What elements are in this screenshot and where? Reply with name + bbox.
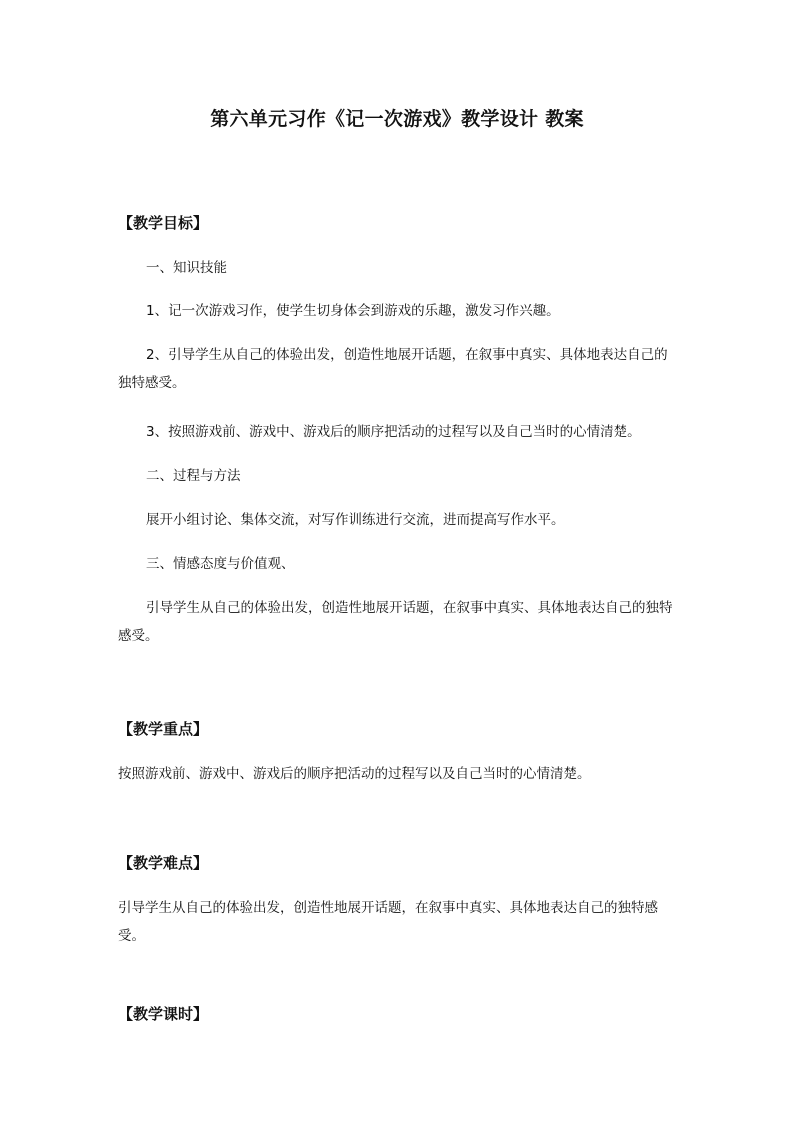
objective-subheading-process: 二、过程与方法 <box>146 468 241 484</box>
section-heading-difficulties: 【教学难点】 <box>118 854 209 872</box>
section-heading-objectives: 【教学目标】 <box>118 214 209 232</box>
objective-item-2: 2、引导学生从自己的体验出发，创造性地展开话题，在叙事中真实、具体地表达自己的独特感受。 <box>118 347 668 391</box>
section-heading-key-points: 【教学重点】 <box>118 720 209 738</box>
section-heading-class-hours: 【教学课时】 <box>118 1005 209 1023</box>
objective-subheading-knowledge: 一、知识技能 <box>146 260 227 276</box>
difficulties-text: 引导学生从自己的体验出发，创造性地展开话题，在叙事中真实、具体地表达自己的独特感受。 <box>118 900 658 944</box>
objective-process-text: 展开小组讨论、集体交流，对写作训练进行交流，进而提高写作水平。 <box>146 512 565 528</box>
objective-subheading-values: 三、情感态度与价值观、 <box>146 556 295 572</box>
key-points-text: 按照游戏前、游戏中、游戏后的顺序把活动的过程写以及自己当时的心情清楚。 <box>118 766 591 782</box>
document-title: 第六单元习作《记一次游戏》教学设计 教案 <box>210 108 584 130</box>
objective-item-1: 1、记一次游戏习作，使学生切身体会到游戏的乐趣，激发习作兴趣。 <box>146 303 560 319</box>
objective-item-3: 3、按照游戏前、游戏中、游戏后的顺序把活动的过程写以及自己当时的心情清楚。 <box>146 424 641 440</box>
objective-values-text: 引导学生从自己的体验出发，创造性地展开话题，在叙事中真实、具体地表达自己的独特感受。 <box>118 600 673 644</box>
